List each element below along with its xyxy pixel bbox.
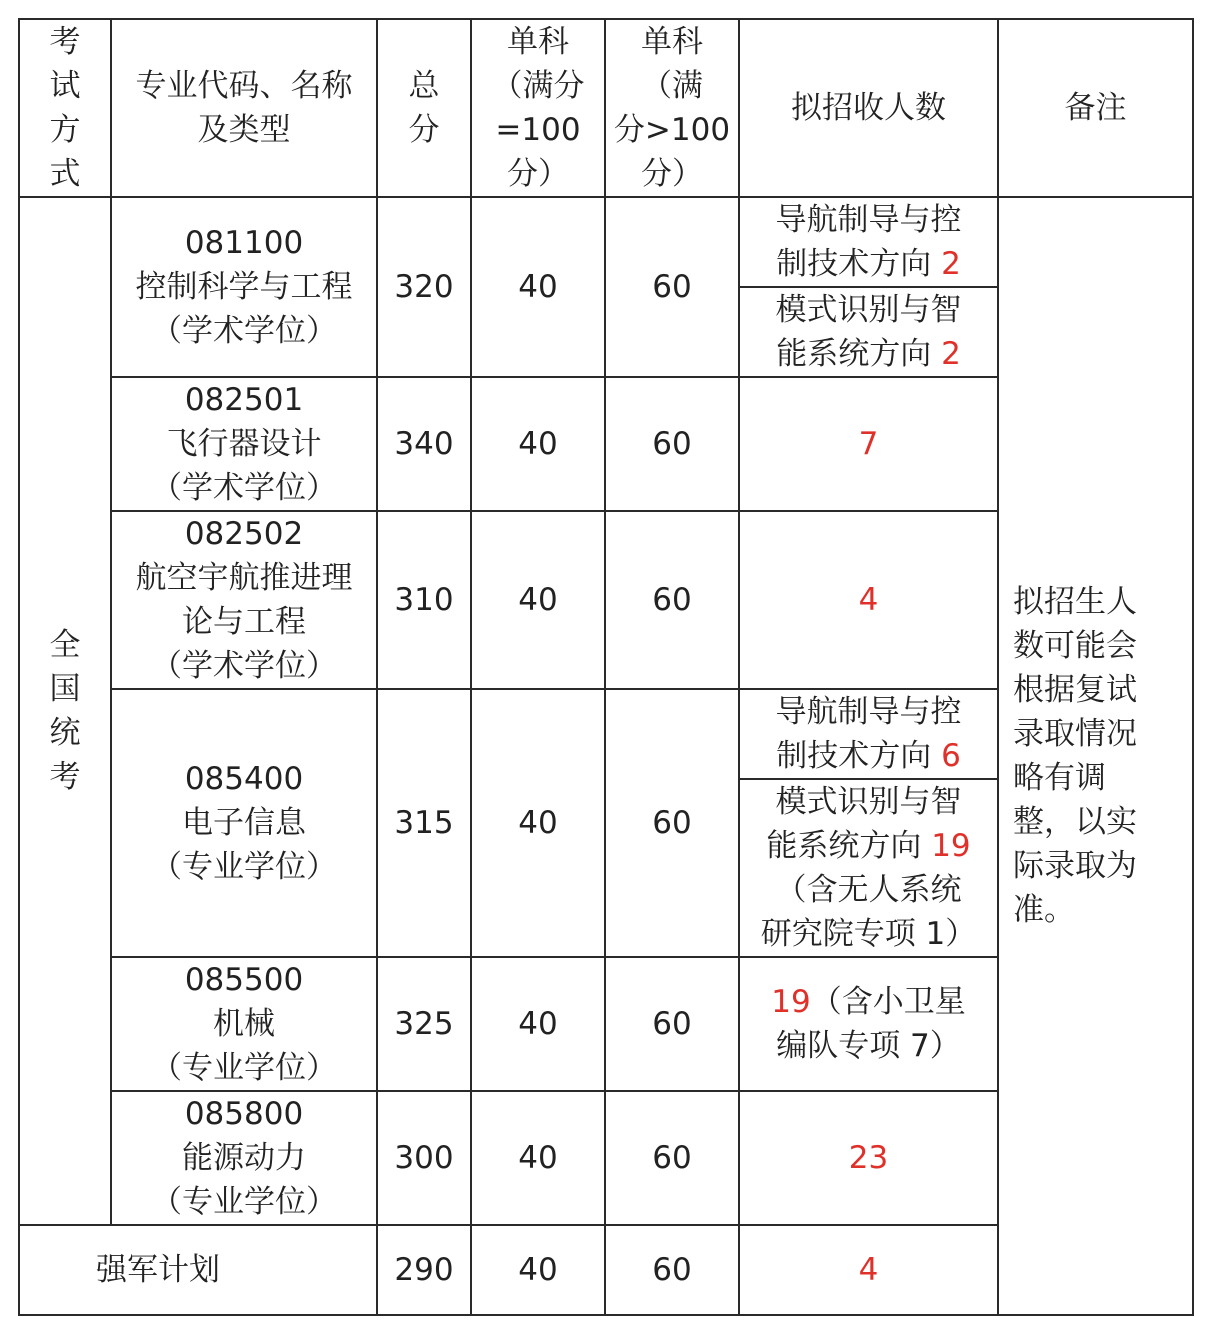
header-row: [19, 19, 1193, 197]
single-100-score: 40: [471, 197, 605, 377]
table-row: [19, 197, 1193, 287]
total-score: 340: [377, 377, 471, 511]
single-over100-score: 60: [605, 197, 739, 377]
quota-cell: 模式识别与智 能系统方向 2: [739, 287, 998, 377]
header-single-over100: 单科 （满 分>100 分）: [605, 19, 739, 197]
single-100-score: 40: [471, 1091, 605, 1225]
header-remark: 备注: [998, 19, 1193, 197]
single-over100-score: 60: [605, 689, 739, 957]
single-over100-score: 60: [605, 377, 739, 511]
header-total: 总 分: [377, 19, 471, 197]
single-100-score: 40: [471, 511, 605, 689]
header-single-100: 单科 （满分 =100 分）: [471, 19, 605, 197]
total-score: 315: [377, 689, 471, 957]
major-cell: 085500 机械 （专业学位）: [111, 957, 377, 1091]
quota-cell: 导航制导与控 制技术方向 6: [739, 689, 998, 779]
admission-table: [18, 18, 1194, 1316]
total-score: 325: [377, 957, 471, 1091]
quota-cell: 19（含小卫星 编队专项 7）: [739, 957, 998, 1091]
header-quota: 拟招收人数: [739, 19, 998, 197]
quota-cell: 23: [739, 1091, 998, 1225]
major-cell: 082502 航空宇航推进理 论与工程 （学术学位）: [111, 511, 377, 689]
single-100-score: 40: [471, 1225, 605, 1315]
quota-cell: 4: [739, 1225, 998, 1315]
single-over100-score: 60: [605, 511, 739, 689]
exam-mode-cell: 全 国 统 考: [19, 197, 111, 1225]
header-exam-mode: 考 试 方 式: [19, 19, 111, 197]
total-score: 310: [377, 511, 471, 689]
single-over100-score: 60: [605, 1091, 739, 1225]
quota-cell: 7: [739, 377, 998, 511]
single-100-score: 40: [471, 689, 605, 957]
total-score: 300: [377, 1091, 471, 1225]
major-cell: 081100 控制科学与工程 （学术学位）: [111, 197, 377, 377]
total-score: 320: [377, 197, 471, 377]
single-100-score: 40: [471, 957, 605, 1091]
major-cell: 085400 电子信息 （专业学位）: [111, 689, 377, 957]
quota-cell: 导航制导与控 制技术方向 2: [739, 197, 998, 287]
quota-cell: 模式识别与智 能系统方向 19 （含无人系统 研究院专项 1）: [739, 779, 998, 957]
header-major: 专业代码、名称 及类型: [111, 19, 377, 197]
quota-cell: 4: [739, 511, 998, 689]
plan-label: 强军计划: [19, 1225, 377, 1315]
total-score: 290: [377, 1225, 471, 1315]
remark-cell: 拟招生人 数可能会 根据复试 录取情况 略有调 整，以实 际录取为 准。: [998, 197, 1193, 1315]
single-100-score: 40: [471, 377, 605, 511]
single-over100-score: 60: [605, 1225, 739, 1315]
single-over100-score: 60: [605, 957, 739, 1091]
major-cell: 085800 能源动力 （专业学位）: [111, 1091, 377, 1225]
major-cell: 082501 飞行器设计 （学术学位）: [111, 377, 377, 511]
